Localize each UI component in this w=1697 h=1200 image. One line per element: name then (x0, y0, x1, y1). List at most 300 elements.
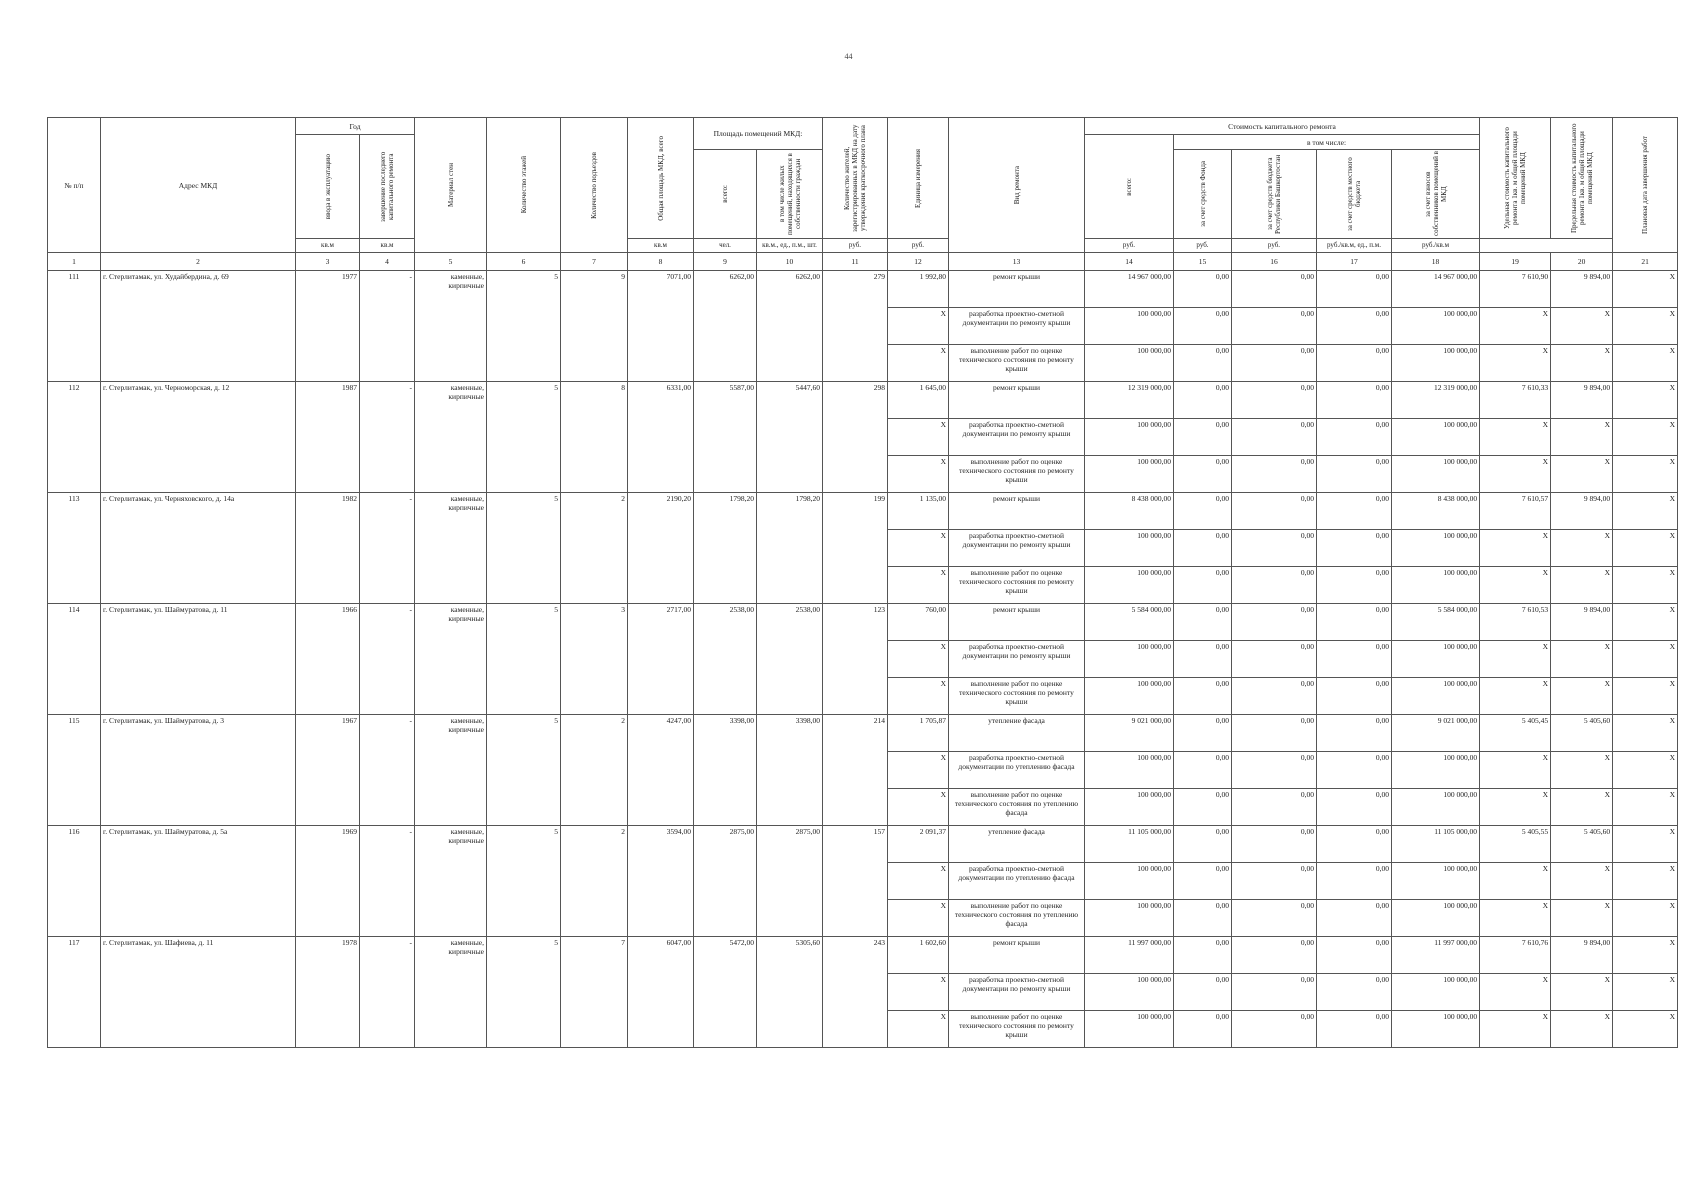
work-cost-owners: 9 021 000,00 (1392, 715, 1480, 752)
work-cost-republic: 0,00 (1232, 271, 1317, 308)
work-cost-republic: 0,00 (1232, 641, 1317, 678)
row-number: 117 (48, 937, 101, 1048)
work-cost-republic: 0,00 (1232, 863, 1317, 900)
row-year: 1967 (296, 715, 360, 826)
column-numbers-row (48, 253, 1678, 271)
row-address: г. Стерлитамак, ул. Черняховского, д. 14а (101, 493, 296, 604)
work-max-cost: X (1551, 345, 1613, 382)
work-unit-cost: X (1480, 530, 1551, 567)
work-cost-owners: 11 105 000,00 (1392, 826, 1480, 863)
header-year-group: Год (296, 118, 415, 135)
work-planned-date: X (1613, 937, 1678, 974)
table-row (48, 271, 1678, 308)
work-cost-total: 11 997 000,00 (1085, 937, 1174, 974)
work-cost-owners: 100 000,00 (1392, 456, 1480, 493)
work-cost-total: 100 000,00 (1085, 900, 1174, 937)
work-cost-local: 0,00 (1317, 641, 1392, 678)
row-total-area: 3594,00 (628, 826, 694, 937)
work-cost-fund: 0,00 (1174, 826, 1232, 863)
work-max-cost: X (1551, 789, 1613, 826)
row-premises-residential: 5447,60 (757, 382, 823, 493)
row-entrances: 2 (561, 715, 628, 826)
work-cost-owners: 100 000,00 (1392, 641, 1480, 678)
row-total-area: 7071,00 (628, 271, 694, 382)
work-cost-local: 0,00 (1317, 271, 1392, 308)
work-unit: X (888, 974, 949, 1011)
row-material: каменные, кирпичные (415, 715, 487, 826)
row-premises-total: 1798,20 (694, 493, 757, 604)
column-number: 11 (823, 253, 888, 271)
work-cost-total: 100 000,00 (1085, 308, 1174, 345)
work-cost-fund: 0,00 (1174, 863, 1232, 900)
work-unit: X (888, 678, 949, 715)
work-cost-local: 0,00 (1317, 937, 1392, 974)
work-cost-fund: 0,00 (1174, 382, 1232, 419)
work-cost-total: 100 000,00 (1085, 863, 1174, 900)
work-planned-date: X (1613, 382, 1678, 419)
row-material: каменные, кирпичные (415, 271, 487, 382)
work-type: ремонт крыши (949, 382, 1085, 419)
work-cost-local: 0,00 (1317, 419, 1392, 456)
work-cost-local: 0,00 (1317, 974, 1392, 1011)
work-unit: X (888, 345, 949, 382)
work-cost-fund: 0,00 (1174, 308, 1232, 345)
work-unit: 1 135,00 (888, 493, 949, 530)
row-number: 113 (48, 493, 101, 604)
work-cost-owners: 100 000,00 (1392, 863, 1480, 900)
row-entrances: 2 (561, 493, 628, 604)
work-cost-owners: 12 319 000,00 (1392, 382, 1480, 419)
header-premises-contrib: в том числе жилых помещений, находящихся в собственности граждан (757, 150, 823, 239)
work-planned-date: X (1613, 678, 1678, 715)
row-year: 1982 (296, 493, 360, 604)
row-last-repair: - (360, 937, 415, 1048)
work-type: разработка проектно-сметной документации по утеплению фасада (949, 752, 1085, 789)
column-number: 4 (360, 253, 415, 271)
header-cost-total: всего: (1085, 135, 1174, 239)
work-type: выполнение работ по оценке технического состояния по утеплению фасада (949, 900, 1085, 937)
work-cost-fund: 0,00 (1174, 641, 1232, 678)
work-max-cost: 9 894,00 (1551, 493, 1613, 530)
work-unit-cost: 5 405,45 (1480, 715, 1551, 752)
table-row (48, 604, 1678, 641)
row-residents: 298 (823, 382, 888, 493)
work-cost-republic: 0,00 (1232, 974, 1317, 1011)
header-floors: Количество этажей (487, 118, 561, 253)
work-unit: X (888, 1011, 949, 1048)
work-unit: 1 992,80 (888, 271, 949, 308)
header-address: Адрес МКД (101, 118, 296, 253)
row-residents: 279 (823, 271, 888, 382)
unit-cell: руб. (823, 239, 888, 253)
work-cost-local: 0,00 (1317, 863, 1392, 900)
table-row (48, 382, 1678, 419)
row-number: 116 (48, 826, 101, 937)
row-floors: 5 (487, 937, 561, 1048)
work-unit: 1 645,00 (888, 382, 949, 419)
work-planned-date: X (1613, 530, 1678, 567)
work-unit: X (888, 641, 949, 678)
row-premises-total: 3398,00 (694, 715, 757, 826)
work-cost-local: 0,00 (1317, 678, 1392, 715)
work-cost-total: 5 584 000,00 (1085, 604, 1174, 641)
row-number: 111 (48, 271, 101, 382)
work-unit-cost: X (1480, 678, 1551, 715)
header-premises-total: всего: (694, 150, 757, 239)
work-type: ремонт крыши (949, 271, 1085, 308)
column-number: 1 (48, 253, 101, 271)
work-planned-date: X (1613, 641, 1678, 678)
header-cost-owners: за счет взносов собственников помещений в МКД (1392, 150, 1480, 239)
work-planned-date: X (1613, 974, 1678, 1011)
work-unit-cost: X (1480, 308, 1551, 345)
work-cost-republic: 0,00 (1232, 715, 1317, 752)
work-cost-fund: 0,00 (1174, 604, 1232, 641)
work-cost-republic: 0,00 (1232, 1011, 1317, 1048)
work-cost-local: 0,00 (1317, 752, 1392, 789)
row-number: 114 (48, 604, 101, 715)
work-planned-date: X (1613, 715, 1678, 752)
row-last-repair: - (360, 382, 415, 493)
work-type: разработка проектно-сметной документации по ремонту крыши (949, 641, 1085, 678)
row-total-area: 6047,00 (628, 937, 694, 1048)
work-cost-owners: 100 000,00 (1392, 345, 1480, 382)
work-cost-fund: 0,00 (1174, 271, 1232, 308)
work-type: выполнение работ по оценке технического состояния по ремонту крыши (949, 345, 1085, 382)
work-type: разработка проектно-сметной документации по утеплению фасада (949, 863, 1085, 900)
work-planned-date: X (1613, 567, 1678, 604)
row-last-repair: - (360, 604, 415, 715)
row-premises-residential: 2875,00 (757, 826, 823, 937)
work-cost-republic: 0,00 (1232, 604, 1317, 641)
work-cost-owners: 100 000,00 (1392, 974, 1480, 1011)
work-cost-republic: 0,00 (1232, 567, 1317, 604)
work-max-cost: X (1551, 308, 1613, 345)
row-premises-total: 5472,00 (694, 937, 757, 1048)
work-cost-republic: 0,00 (1232, 678, 1317, 715)
work-cost-owners: 100 000,00 (1392, 900, 1480, 937)
row-total-area: 4247,00 (628, 715, 694, 826)
work-unit: X (888, 530, 949, 567)
table-row (48, 826, 1678, 863)
row-premises-total: 2875,00 (694, 826, 757, 937)
work-cost-local: 0,00 (1317, 382, 1392, 419)
row-last-repair: - (360, 826, 415, 937)
header-max-cost: Предельная стоимость капитального ремонта 1кв. м общей площади помещений МКД (1551, 118, 1613, 239)
work-max-cost: X (1551, 419, 1613, 456)
row-premises-residential: 3398,00 (757, 715, 823, 826)
row-residents: 157 (823, 826, 888, 937)
column-number: 9 (694, 253, 757, 271)
header-material: Материал стен (415, 118, 487, 253)
work-type: ремонт крыши (949, 493, 1085, 530)
header-year-last-repair: завершение последнего капитального ремонта (360, 135, 415, 239)
work-unit: X (888, 900, 949, 937)
work-max-cost: 9 894,00 (1551, 382, 1613, 419)
work-cost-total: 100 000,00 (1085, 678, 1174, 715)
work-cost-owners: 5 584 000,00 (1392, 604, 1480, 641)
work-cost-owners: 8 438 000,00 (1392, 493, 1480, 530)
row-residents: 199 (823, 493, 888, 604)
work-cost-local: 0,00 (1317, 456, 1392, 493)
work-cost-owners: 100 000,00 (1392, 1011, 1480, 1048)
row-floors: 5 (487, 493, 561, 604)
work-max-cost: X (1551, 456, 1613, 493)
work-type: выполнение работ по оценке технического состояния по утеплению фасада (949, 789, 1085, 826)
work-unit-cost: 7 610,57 (1480, 493, 1551, 530)
work-planned-date: X (1613, 308, 1678, 345)
row-number: 112 (48, 382, 101, 493)
column-number: 10 (757, 253, 823, 271)
unit-cell: руб. (1174, 239, 1232, 253)
row-year: 1987 (296, 382, 360, 493)
work-planned-date: X (1613, 752, 1678, 789)
work-planned-date: X (1613, 493, 1678, 530)
work-max-cost: X (1551, 530, 1613, 567)
work-cost-local: 0,00 (1317, 345, 1392, 382)
header-premises-group: Площадь помещений МКД: (694, 118, 823, 150)
work-cost-fund: 0,00 (1174, 345, 1232, 382)
header-work-type: Вид ремонта (949, 118, 1085, 253)
work-unit-cost: X (1480, 567, 1551, 604)
column-number: 21 (1613, 253, 1678, 271)
row-premises-residential: 2538,00 (757, 604, 823, 715)
capital-repair-table (47, 117, 1678, 1048)
work-unit-cost: 7 610,90 (1480, 271, 1551, 308)
column-number: 7 (561, 253, 628, 271)
work-cost-total: 100 000,00 (1085, 974, 1174, 1011)
work-cost-republic: 0,00 (1232, 789, 1317, 826)
work-cost-local: 0,00 (1317, 1011, 1392, 1048)
row-last-repair: - (360, 493, 415, 604)
column-number: 19 (1480, 253, 1551, 271)
column-number: 2 (101, 253, 296, 271)
column-number: 15 (1174, 253, 1232, 271)
row-premises-residential: 6262,00 (757, 271, 823, 382)
header-year-commission: ввода в эксплуатацию (296, 135, 360, 239)
row-year: 1969 (296, 826, 360, 937)
row-address: г. Стерлитамак, ул. Шаймуратова, д. 5а (101, 826, 296, 937)
header-cost-republic: за счет средств бюджета Республики Башкортостан (1232, 150, 1317, 239)
header-cost-fund: за счет средств Фонда (1174, 150, 1232, 239)
work-unit-cost: 7 610,76 (1480, 937, 1551, 974)
work-cost-fund: 0,00 (1174, 900, 1232, 937)
work-cost-republic: 0,00 (1232, 308, 1317, 345)
work-max-cost: X (1551, 900, 1613, 937)
header-entrances: Количество подъездов (561, 118, 628, 253)
row-year: 1977 (296, 271, 360, 382)
work-unit-cost: 7 610,33 (1480, 382, 1551, 419)
work-type: выполнение работ по оценке технического состояния по ремонту крыши (949, 456, 1085, 493)
work-cost-owners: 14 967 000,00 (1392, 271, 1480, 308)
work-unit: X (888, 419, 949, 456)
work-cost-fund: 0,00 (1174, 419, 1232, 456)
work-cost-total: 100 000,00 (1085, 641, 1174, 678)
work-cost-total: 100 000,00 (1085, 752, 1174, 789)
work-cost-total: 100 000,00 (1085, 789, 1174, 826)
work-max-cost: X (1551, 863, 1613, 900)
row-floors: 5 (487, 271, 561, 382)
row-entrances: 7 (561, 937, 628, 1048)
column-number: 12 (888, 253, 949, 271)
row-address: г. Стерлитамак, ул. Шаймуратова, д. 11 (101, 604, 296, 715)
work-unit-cost: X (1480, 641, 1551, 678)
row-entrances: 9 (561, 271, 628, 382)
work-cost-fund: 0,00 (1174, 493, 1232, 530)
header-unit: Единица измерения (888, 118, 949, 239)
column-number: 13 (949, 253, 1085, 271)
column-number: 5 (415, 253, 487, 271)
work-cost-local: 0,00 (1317, 715, 1392, 752)
unit-cell: чел. (694, 239, 757, 253)
work-max-cost: X (1551, 752, 1613, 789)
header-residents: Количество жителей, зарегистрированных в МКД на дату утверждения краткосрочного плана (823, 118, 888, 239)
column-number: 6 (487, 253, 561, 271)
unit-cell: кв.м (360, 239, 415, 253)
work-cost-total: 100 000,00 (1085, 1011, 1174, 1048)
work-cost-local: 0,00 (1317, 308, 1392, 345)
work-cost-republic: 0,00 (1232, 493, 1317, 530)
work-cost-local: 0,00 (1317, 493, 1392, 530)
work-cost-total: 8 438 000,00 (1085, 493, 1174, 530)
column-number: 16 (1232, 253, 1317, 271)
column-number: 14 (1085, 253, 1174, 271)
work-type: разработка проектно-сметной документации по ремонту крыши (949, 974, 1085, 1011)
row-year: 1978 (296, 937, 360, 1048)
work-cost-total: 100 000,00 (1085, 419, 1174, 456)
work-cost-fund: 0,00 (1174, 789, 1232, 826)
work-cost-total: 9 021 000,00 (1085, 715, 1174, 752)
work-cost-local: 0,00 (1317, 900, 1392, 937)
work-max-cost: 9 894,00 (1551, 604, 1613, 641)
row-premises-residential: 1798,20 (757, 493, 823, 604)
work-type: разработка проектно-сметной документации по ремонту крыши (949, 419, 1085, 456)
work-unit: 1 705,87 (888, 715, 949, 752)
table-row (48, 937, 1678, 974)
table-body (48, 271, 1678, 1048)
column-number: 3 (296, 253, 360, 271)
work-unit-cost: X (1480, 456, 1551, 493)
work-cost-republic: 0,00 (1232, 752, 1317, 789)
work-unit: X (888, 789, 949, 826)
work-cost-fund: 0,00 (1174, 715, 1232, 752)
work-planned-date: X (1613, 1011, 1678, 1048)
work-planned-date: X (1613, 271, 1678, 308)
work-cost-fund: 0,00 (1174, 456, 1232, 493)
work-unit: 1 602,60 (888, 937, 949, 974)
work-planned-date: X (1613, 826, 1678, 863)
work-max-cost: 9 894,00 (1551, 937, 1613, 974)
work-type: выполнение работ по оценке технического состояния по ремонту крыши (949, 567, 1085, 604)
work-cost-owners: 100 000,00 (1392, 419, 1480, 456)
work-type: выполнение работ по оценке технического состояния по ремонту крыши (949, 1011, 1085, 1048)
work-cost-owners: 100 000,00 (1392, 752, 1480, 789)
work-cost-republic: 0,00 (1232, 382, 1317, 419)
work-cost-total: 100 000,00 (1085, 456, 1174, 493)
work-planned-date: X (1613, 456, 1678, 493)
work-unit: 760,00 (888, 604, 949, 641)
work-planned-date: X (1613, 789, 1678, 826)
row-address: г. Стерлитамак, ул. Шаймуратова, д. 3 (101, 715, 296, 826)
work-cost-local: 0,00 (1317, 530, 1392, 567)
work-unit-cost: X (1480, 1011, 1551, 1048)
work-unit: X (888, 863, 949, 900)
header-total-area: Общая площадь МКД, всего (628, 118, 694, 239)
work-unit-cost: 5 405,55 (1480, 826, 1551, 863)
work-cost-fund: 0,00 (1174, 752, 1232, 789)
work-unit: X (888, 567, 949, 604)
row-material: каменные, кирпичные (415, 382, 487, 493)
work-unit-cost: X (1480, 789, 1551, 826)
page-number: 44 (844, 52, 853, 61)
header-cost-local: за счет средств местного бюджета (1317, 150, 1392, 239)
work-cost-republic: 0,00 (1232, 937, 1317, 974)
unit-cell: кв.м (628, 239, 694, 253)
row-residents: 214 (823, 715, 888, 826)
work-cost-owners: 100 000,00 (1392, 567, 1480, 604)
work-cost-republic: 0,00 (1232, 530, 1317, 567)
unit-cell: руб. (888, 239, 949, 253)
work-cost-fund: 0,00 (1174, 1011, 1232, 1048)
work-unit-cost: X (1480, 863, 1551, 900)
work-cost-owners: 100 000,00 (1392, 530, 1480, 567)
header-unit-cost: Удельная стоимость капитального ремонта 1кв. м общей площади помещений МКД (1480, 118, 1551, 239)
row-premises-total: 5587,00 (694, 382, 757, 493)
row-floors: 5 (487, 715, 561, 826)
work-unit: X (888, 456, 949, 493)
unit-cell: руб./кв.м, ед., п.м. (1317, 239, 1392, 253)
work-max-cost: 9 894,00 (1551, 271, 1613, 308)
header-cost-including: в том числе: (1174, 135, 1480, 150)
work-max-cost: 5 405,60 (1551, 826, 1613, 863)
work-planned-date: X (1613, 863, 1678, 900)
work-type: ремонт крыши (949, 604, 1085, 641)
unit-cell: руб. (1232, 239, 1317, 253)
work-unit: X (888, 308, 949, 345)
work-max-cost: X (1551, 1011, 1613, 1048)
unit-cell: кв.м (296, 239, 360, 253)
work-cost-republic: 0,00 (1232, 419, 1317, 456)
work-cost-fund: 0,00 (1174, 530, 1232, 567)
row-total-area: 2190,20 (628, 493, 694, 604)
work-cost-total: 100 000,00 (1085, 345, 1174, 382)
work-cost-owners: 100 000,00 (1392, 678, 1480, 715)
work-max-cost: X (1551, 974, 1613, 1011)
work-cost-republic: 0,00 (1232, 826, 1317, 863)
row-entrances: 3 (561, 604, 628, 715)
work-cost-total: 11 105 000,00 (1085, 826, 1174, 863)
work-type: разработка проектно-сметной документации по ремонту крыши (949, 308, 1085, 345)
work-cost-local: 0,00 (1317, 567, 1392, 604)
work-cost-fund: 0,00 (1174, 937, 1232, 974)
work-cost-local: 0,00 (1317, 789, 1392, 826)
work-cost-total: 100 000,00 (1085, 567, 1174, 604)
column-number: 18 (1392, 253, 1480, 271)
work-cost-owners: 100 000,00 (1392, 789, 1480, 826)
work-unit-cost: 7 610,53 (1480, 604, 1551, 641)
row-residents: 123 (823, 604, 888, 715)
row-premises-residential: 5305,60 (757, 937, 823, 1048)
unit-cell: руб./кв.м (1392, 239, 1480, 253)
row-address: г. Стерлитамак, ул. Худайбердина, д. 69 (101, 271, 296, 382)
work-cost-fund: 0,00 (1174, 678, 1232, 715)
work-planned-date: X (1613, 419, 1678, 456)
table-row (48, 493, 1678, 530)
work-unit-cost: X (1480, 752, 1551, 789)
row-floors: 5 (487, 604, 561, 715)
work-cost-total: 100 000,00 (1085, 530, 1174, 567)
row-floors: 5 (487, 826, 561, 937)
